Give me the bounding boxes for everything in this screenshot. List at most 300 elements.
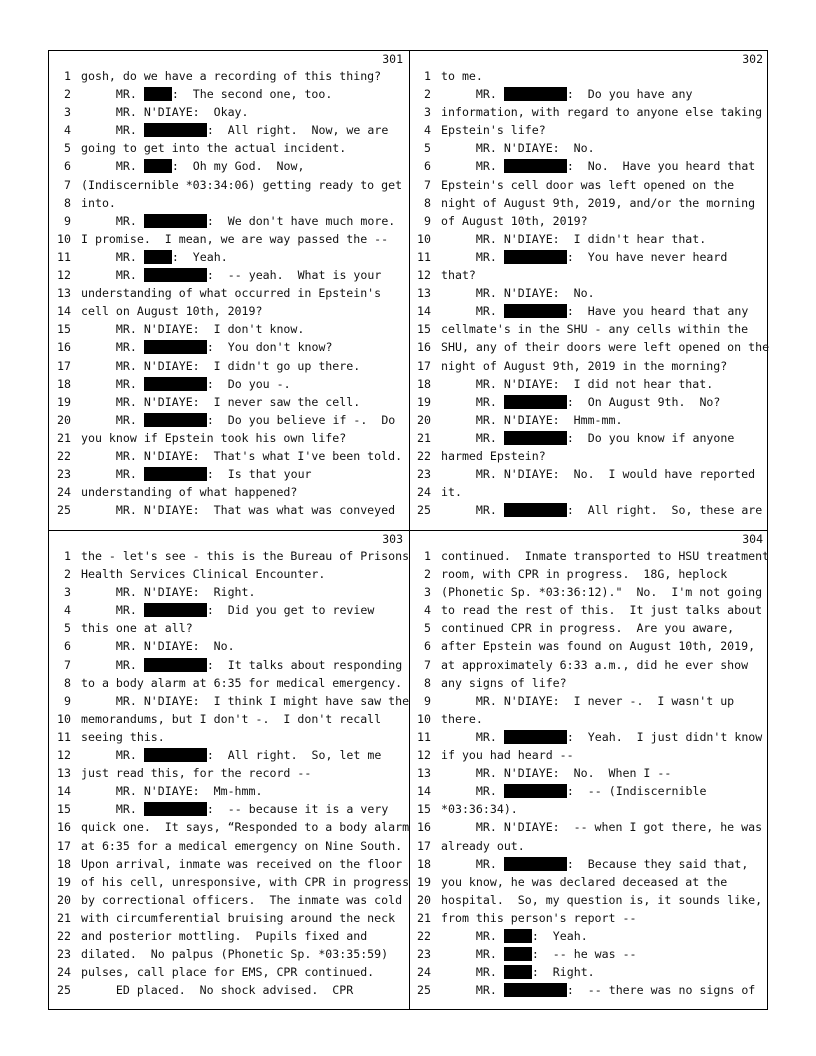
line-text — [441, 429, 734, 447]
transcript-line — [49, 447, 409, 465]
transcript-line — [409, 266, 769, 284]
line-number: 7 — [64, 177, 71, 192]
line-number: 5 — [424, 621, 431, 636]
line-number: 11 — [57, 249, 71, 264]
transcript-line — [49, 656, 409, 674]
text-run: of August 10th, 2019? — [441, 213, 588, 228]
line-text — [81, 302, 262, 320]
line-number: 22 — [417, 448, 431, 463]
transcript-line — [49, 764, 409, 782]
text-run: MR. — [81, 268, 144, 283]
line-text — [441, 981, 755, 999]
redaction-box — [144, 159, 172, 173]
text-run: night of August 9th, 2019, and/or the morning — [441, 195, 756, 210]
line-text — [81, 121, 388, 139]
transcript-line — [49, 230, 409, 248]
text-run: I promise. I mean, we are way passed the -- — [81, 231, 389, 246]
transcript-line — [409, 465, 769, 483]
text-run: night of August 9th, 2019 in the morning? — [441, 358, 728, 373]
line-number: 22 — [417, 928, 431, 943]
text-run: MR. — [81, 467, 144, 482]
page-number: 302 — [742, 52, 763, 66]
line-text — [441, 583, 762, 601]
transcript-line — [409, 375, 769, 393]
line-number: 4 — [424, 123, 431, 138]
text-run: MR. N'DIAYE: No. I would have reported — [441, 467, 756, 482]
text-run: information, with regard to anyone else taking — [441, 105, 763, 120]
transcript-line — [49, 139, 409, 157]
transcript-line — [49, 266, 409, 284]
transcript-line — [409, 728, 769, 746]
text-run: into. — [81, 195, 116, 210]
transcript-line — [409, 565, 769, 583]
text-run: continued. Inmate transported to HSU treatment — [441, 549, 769, 563]
transcript-line — [49, 674, 409, 692]
text-run: : On August 9th. No? — [566, 394, 721, 409]
line-text — [441, 674, 567, 692]
line-text — [81, 963, 374, 981]
line-number: 9 — [424, 693, 431, 708]
line-number: 17 — [57, 358, 71, 373]
text-run: at 6:35 for a medical emergency on Nine South. — [81, 838, 403, 853]
text-run: MR. — [441, 394, 504, 409]
line-number: 3 — [424, 105, 431, 120]
transcript-line — [49, 855, 409, 873]
transcript-line — [409, 945, 769, 963]
line-text — [441, 501, 762, 519]
line-number: 24 — [417, 965, 431, 980]
text-run: : It talks about responding — [206, 657, 403, 672]
redaction-box — [144, 250, 172, 264]
text-run: : Do you believe if -. Do — [206, 412, 396, 427]
line-text — [81, 465, 312, 483]
line-text — [441, 855, 748, 873]
line-number: 18 — [57, 856, 71, 871]
text-run: MR. — [441, 249, 504, 264]
text-run: cell on August 10th, 2019? — [81, 304, 263, 319]
text-run: Upon arrival, inmate was received on the floor — [81, 856, 403, 871]
transcript-line — [49, 67, 409, 85]
line-number: 22 — [57, 928, 71, 943]
line-text — [81, 818, 409, 836]
line-text — [81, 230, 388, 248]
text-run: harmed Epstein? — [441, 448, 546, 463]
redaction-box — [144, 748, 207, 762]
line-text — [441, 963, 595, 981]
text-run: : Oh my God. Now, — [171, 159, 305, 174]
line-number: 6 — [424, 159, 431, 174]
text-run: MR. N'DIAYE: That was what was conveyed — [81, 503, 396, 518]
line-text — [81, 855, 402, 873]
line-number: 3 — [64, 585, 71, 600]
line-text — [81, 338, 332, 356]
text-run: : -- yeah. What is your — [206, 268, 382, 283]
transcript-line — [409, 320, 769, 338]
redaction-box — [144, 413, 207, 427]
transcript-line — [49, 692, 409, 710]
redaction-box — [144, 214, 207, 228]
line-number: 24 — [57, 965, 71, 980]
line-number: 23 — [417, 947, 431, 962]
page-lines — [409, 67, 769, 519]
line-number: 19 — [417, 394, 431, 409]
transcript-line — [49, 157, 409, 175]
text-run: it. — [441, 485, 462, 500]
transcript-line — [49, 891, 409, 909]
transcript-line — [49, 429, 409, 447]
transcript-page — [409, 51, 769, 531]
line-text — [441, 176, 734, 194]
line-text — [441, 800, 518, 818]
text-run: that? — [441, 268, 476, 283]
text-run: hospital. So, my question is, it sounds like, — [441, 892, 763, 907]
text-run: ED placed. No shock advised. CPR — [81, 983, 354, 998]
line-number: 12 — [57, 748, 71, 763]
line-number: 20 — [417, 412, 431, 427]
redaction-box — [144, 340, 207, 354]
line-number: 8 — [64, 195, 71, 210]
transcript-line — [409, 674, 769, 692]
transcript-line — [409, 601, 769, 619]
text-run: : Did you get to review — [206, 603, 375, 618]
text-run: MR. — [441, 304, 504, 319]
transcript-line — [409, 873, 769, 891]
transcript-line — [49, 248, 409, 266]
text-run: : Do you know if anyone — [566, 430, 735, 445]
line-number: 16 — [57, 340, 71, 355]
line-text — [441, 447, 546, 465]
text-run: MR. — [81, 376, 144, 391]
line-number: 16 — [417, 340, 431, 355]
text-run: MR. N'DIAYE: That's what I've been told. — [81, 448, 403, 463]
line-text — [81, 710, 381, 728]
text-run: : Because they said that, — [566, 856, 749, 871]
transcript-line — [409, 302, 769, 320]
transcript-line — [49, 728, 409, 746]
redaction-box — [504, 730, 567, 744]
text-run: continued CPR in progress. Are you aware, — [441, 621, 735, 636]
line-number: 25 — [417, 503, 431, 518]
transcript-line — [409, 692, 769, 710]
text-run: MR. N'DIAYE: No. When I -- — [441, 766, 672, 781]
text-run: at approximately 6:33 a.m., did he ever show — [441, 657, 749, 672]
line-text — [441, 212, 588, 230]
transcript-line — [49, 320, 409, 338]
transcript-line — [49, 302, 409, 320]
line-number: 12 — [57, 268, 71, 283]
line-number: 7 — [424, 177, 431, 192]
line-text — [81, 656, 402, 674]
text-run: MR. N'DIAYE: No. — [81, 639, 235, 654]
line-number: 25 — [57, 503, 71, 518]
transcript-line — [409, 963, 769, 981]
line-text — [81, 357, 360, 375]
line-text — [81, 746, 381, 764]
text-run: (Phonetic Sp. *03:36:12)." No. I'm not going — [441, 585, 763, 600]
line-text — [81, 637, 235, 655]
line-number: 15 — [57, 322, 71, 337]
line-text — [441, 67, 483, 85]
text-run: MR. N'DIAYE: Right. — [81, 585, 256, 600]
redaction-box — [144, 658, 207, 672]
text-run: : Yeah. — [531, 928, 588, 943]
line-number: 20 — [57, 892, 71, 907]
line-text — [81, 85, 332, 103]
transcript-line — [409, 447, 769, 465]
transcript-line — [49, 176, 409, 194]
transcript-line — [409, 891, 769, 909]
line-number: 11 — [57, 729, 71, 744]
text-run: this one at all? — [81, 621, 193, 636]
line-text — [81, 837, 402, 855]
line-number: 4 — [64, 123, 71, 138]
line-text — [81, 157, 304, 175]
text-run: with circumferential bruising around the neck — [81, 910, 396, 925]
line-number: 18 — [57, 376, 71, 391]
text-run: : Do you -. — [206, 376, 291, 391]
line-number: 16 — [417, 820, 431, 835]
redaction-box — [504, 250, 567, 264]
line-text — [81, 565, 325, 583]
line-text — [441, 357, 727, 375]
line-number: 10 — [417, 231, 431, 246]
line-number: 16 — [57, 820, 71, 835]
text-run: MR. N'DIAYE: -- when I got there, he was — [441, 820, 763, 835]
transcript-line — [49, 710, 409, 728]
line-number: 24 — [57, 485, 71, 500]
transcript-line — [409, 103, 769, 121]
redaction-box — [144, 802, 207, 816]
text-run: MR. N'DIAYE: No. — [441, 286, 595, 301]
line-text — [441, 637, 755, 655]
line-number: 8 — [424, 195, 431, 210]
text-run: MR. — [441, 87, 504, 102]
line-number: 21 — [417, 430, 431, 445]
text-run: the - let's see - this is the Bureau of Prisons — [81, 549, 409, 563]
line-text — [81, 547, 409, 565]
text-run: MR. N'DIAYE: Mm-hmm. — [81, 784, 263, 799]
transcript-line — [409, 157, 769, 175]
text-run: MR. N'DIAYE: I never saw the cell. — [81, 394, 361, 409]
text-run: : -- (Indiscernible — [566, 784, 707, 799]
transcript-line — [49, 909, 409, 927]
line-text — [441, 194, 755, 212]
text-run: : Yeah. I just didn't know — [566, 729, 763, 744]
line-text — [441, 338, 769, 356]
text-run: *03:36:34). — [441, 802, 518, 817]
line-number: 5 — [64, 621, 71, 636]
text-run: MR. — [81, 213, 144, 228]
text-run: : We don't have much more. — [206, 213, 396, 228]
text-run: MR. — [441, 503, 504, 518]
line-text — [441, 837, 525, 855]
text-run: MR. — [81, 802, 144, 817]
transcript-line — [409, 429, 769, 447]
line-text — [441, 927, 588, 945]
text-run: you know, he was declared deceased at the — [441, 874, 728, 889]
line-number: 13 — [417, 766, 431, 781]
line-text — [81, 692, 409, 710]
redaction-box — [144, 467, 207, 481]
transcript-line — [49, 782, 409, 800]
page-lines — [49, 67, 409, 519]
transcript-page — [409, 531, 769, 1011]
line-number: 5 — [424, 141, 431, 156]
line-number: 1 — [424, 69, 431, 83]
text-run: : The second one, too. — [171, 87, 333, 102]
line-number: 11 — [417, 729, 431, 744]
transcript-line — [49, 212, 409, 230]
line-text — [81, 139, 346, 157]
line-text — [441, 302, 748, 320]
transcript-line — [49, 565, 409, 583]
text-run: you know if Epstein took his own life? — [81, 430, 347, 445]
line-text — [81, 945, 388, 963]
line-number: 13 — [417, 286, 431, 301]
line-number: 19 — [417, 874, 431, 889]
text-run: : -- he was -- — [531, 947, 637, 962]
transcript-line — [409, 746, 769, 764]
line-text — [441, 891, 762, 909]
transcript-line — [49, 357, 409, 375]
line-number: 12 — [417, 748, 431, 763]
transcript-line — [49, 194, 409, 212]
text-run: MR. N'DIAYE: I did not hear that. — [441, 376, 714, 391]
transcript-line — [49, 85, 409, 103]
text-run: Epstein's cell door was left opened on the — [441, 177, 735, 192]
line-text — [81, 212, 395, 230]
text-run: to read the rest of this. It just talks about — [441, 603, 763, 618]
transcript-line — [409, 764, 769, 782]
redaction-box — [504, 784, 567, 798]
line-number: 6 — [424, 639, 431, 654]
transcript-line — [409, 981, 769, 999]
transcript-line — [409, 85, 769, 103]
text-run: MR. — [441, 159, 504, 174]
redaction-box — [504, 159, 567, 173]
text-run: MR. — [441, 928, 504, 943]
text-run: MR. — [81, 123, 144, 138]
transcript-line — [49, 837, 409, 855]
line-text — [81, 927, 367, 945]
text-run: : All right. So, these are — [566, 503, 763, 518]
line-number: 21 — [57, 910, 71, 925]
redaction-box — [144, 377, 207, 391]
transcript-line — [49, 583, 409, 601]
line-number: 3 — [64, 105, 71, 120]
line-text — [81, 891, 402, 909]
text-run: MR. — [441, 983, 504, 998]
line-text — [441, 103, 762, 121]
line-text — [81, 447, 402, 465]
line-number: 25 — [57, 983, 71, 998]
redaction-box — [504, 503, 567, 517]
line-number: 1 — [424, 549, 431, 563]
transcript-line — [49, 465, 409, 483]
line-text — [441, 411, 622, 429]
line-text — [81, 782, 262, 800]
redaction-box — [144, 603, 207, 617]
line-text — [81, 375, 291, 393]
line-text — [441, 909, 636, 927]
line-number: 17 — [57, 838, 71, 853]
text-run: MR. — [441, 430, 504, 445]
line-number: 1 — [64, 69, 71, 83]
page-number: 304 — [742, 532, 763, 546]
redaction-box — [144, 268, 207, 282]
line-number: 22 — [57, 448, 71, 463]
text-run: understanding of what occurred in Epstein's — [81, 286, 382, 301]
text-run: MR. — [441, 729, 504, 744]
text-run: MR. — [81, 748, 144, 763]
line-text — [441, 284, 595, 302]
line-text — [81, 674, 402, 692]
line-text — [441, 601, 762, 619]
text-run: gosh, do we have a recording of this thing? — [81, 69, 382, 83]
line-text — [81, 501, 395, 519]
line-text — [441, 139, 595, 157]
line-text — [81, 483, 297, 501]
line-number: 2 — [424, 567, 431, 582]
text-run: : Do you have any — [566, 87, 693, 102]
transcript-line — [49, 637, 409, 655]
redaction-box — [504, 87, 567, 101]
line-text — [81, 619, 193, 637]
line-text — [81, 266, 381, 284]
line-text — [441, 619, 734, 637]
transcript-line — [49, 411, 409, 429]
line-text — [441, 85, 692, 103]
redaction-box — [504, 431, 567, 445]
line-number: 14 — [57, 784, 71, 799]
line-number: 9 — [64, 213, 71, 228]
transcript-line — [409, 393, 769, 411]
transcript-line — [409, 176, 769, 194]
text-run: Health Services Clinical Encounter. — [81, 567, 326, 582]
text-run: : You don't know? — [206, 340, 333, 355]
text-run: MR. — [81, 603, 144, 618]
line-text — [441, 945, 637, 963]
line-number: 10 — [417, 711, 431, 726]
line-text — [81, 67, 381, 85]
line-number: 6 — [64, 639, 71, 654]
line-number: 15 — [417, 802, 431, 817]
redaction-box — [144, 87, 172, 101]
transcript-line — [49, 800, 409, 818]
line-text — [441, 248, 727, 266]
line-text — [81, 800, 388, 818]
line-number: 15 — [417, 322, 431, 337]
transcript-line — [409, 837, 769, 855]
line-text — [441, 746, 574, 764]
line-text — [441, 393, 720, 411]
text-run: : All right. So, let me — [206, 748, 382, 763]
line-text — [81, 981, 353, 999]
transcript-line — [409, 782, 769, 800]
text-run: by correctional officers. The inmate was cold — [81, 892, 403, 907]
line-text — [441, 483, 462, 501]
line-text — [441, 565, 727, 583]
line-text — [81, 873, 409, 891]
text-run: to me. — [441, 69, 483, 83]
line-text — [81, 411, 395, 429]
transcript-line — [409, 619, 769, 637]
text-run: MR. N'DIAYE: No. — [441, 141, 595, 156]
line-number: 10 — [57, 711, 71, 726]
line-text — [441, 692, 734, 710]
line-text — [441, 656, 748, 674]
transcript-line — [409, 547, 769, 565]
